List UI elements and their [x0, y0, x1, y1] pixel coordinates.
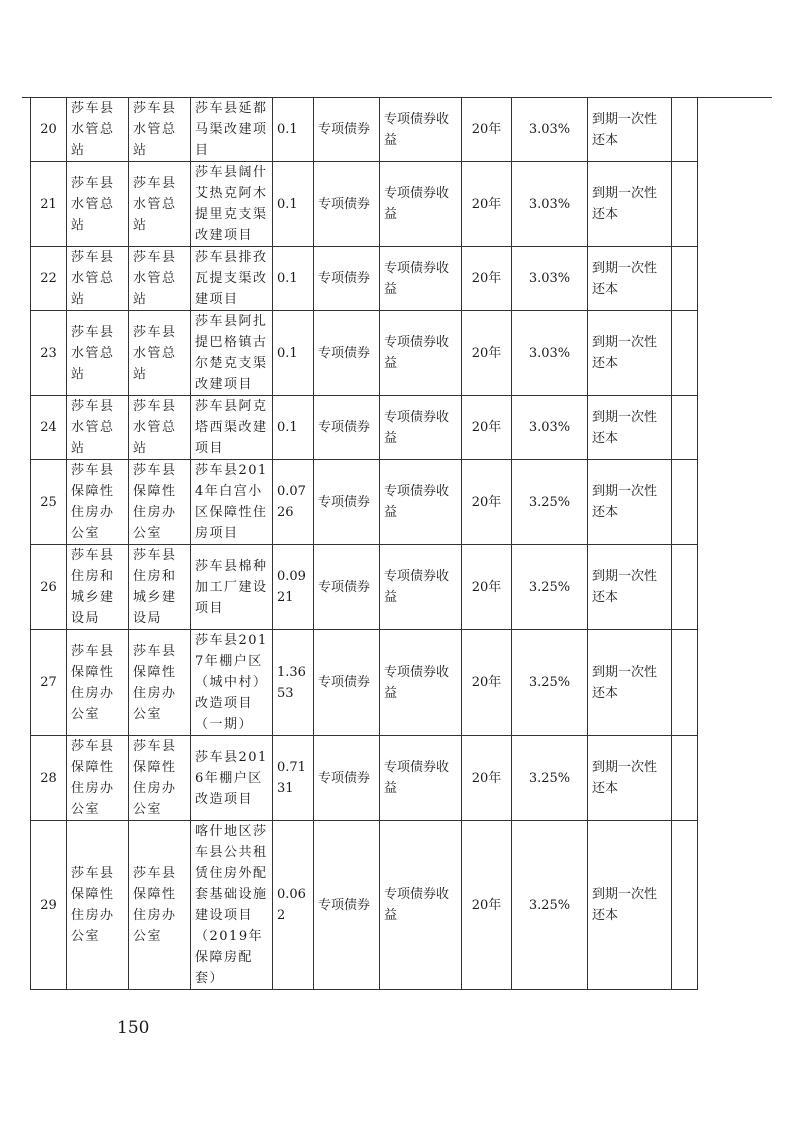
table-row	[31, 821, 698, 990]
bond-term: 20年	[462, 736, 512, 821]
blank-cell	[672, 460, 698, 545]
table-row	[31, 247, 698, 311]
bond-amount: 0.1	[273, 162, 314, 247]
bond-amount: 0.1	[273, 98, 314, 162]
implementing-unit: 莎车县住房和城乡建设局	[129, 545, 191, 630]
row-number: 21	[31, 162, 67, 247]
project-name: 莎车县阔什艾热克阿木提里克支渠改建项目	[191, 162, 273, 247]
blank-cell	[672, 396, 698, 460]
bond-type: 专项债券	[314, 247, 380, 311]
table-row	[31, 98, 698, 162]
blank-cell	[672, 162, 698, 247]
repayment-method: 到期一次性还本	[588, 396, 672, 460]
borrower-unit: 莎车县水管总站	[67, 247, 129, 311]
project-name: 莎车县棉种加工厂建设项目	[191, 545, 273, 630]
interest-rate: 3.25%	[512, 630, 588, 736]
interest-rate: 3.03%	[512, 396, 588, 460]
bond-term: 20年	[462, 98, 512, 162]
repayment-source: 专项债券收益	[380, 460, 462, 545]
repayment-source: 专项债券收益	[380, 162, 462, 247]
row-number: 27	[31, 630, 67, 736]
project-name: 喀什地区莎车县公共租赁住房外配套基础设施建设项目（2019年保障房配套）	[191, 821, 273, 990]
bond-term: 20年	[462, 247, 512, 311]
repayment-method: 到期一次性还本	[588, 736, 672, 821]
repayment-source: 专项债券收益	[380, 247, 462, 311]
bond-amount: 0.0726	[273, 460, 314, 545]
bond-amount: 0.1	[273, 247, 314, 311]
blank-cell	[672, 736, 698, 821]
row-number: 29	[31, 821, 67, 990]
table-row	[31, 396, 698, 460]
bond-table	[30, 97, 698, 990]
bond-type: 专项债券	[314, 311, 380, 396]
row-number: 20	[31, 98, 67, 162]
bond-type: 专项债券	[314, 736, 380, 821]
bond-term: 20年	[462, 821, 512, 990]
bond-type: 专项债券	[314, 630, 380, 736]
bond-term: 20年	[462, 460, 512, 545]
project-name: 莎车县2017年棚户区（城中村）改造项目（一期）	[191, 630, 273, 736]
bond-type: 专项债券	[314, 545, 380, 630]
interest-rate: 3.03%	[512, 162, 588, 247]
borrower-unit: 莎车县保障性住房办公室	[67, 630, 129, 736]
repayment-method: 到期一次性还本	[588, 545, 672, 630]
borrower-unit: 莎车县水管总站	[67, 396, 129, 460]
bond-amount: 0.7131	[273, 736, 314, 821]
page-number: 150	[117, 1018, 150, 1038]
project-name: 莎车县阿克塔西渠改建项目	[191, 396, 273, 460]
table-row	[31, 545, 698, 630]
borrower-unit: 莎车县水管总站	[67, 98, 129, 162]
implementing-unit: 莎车县水管总站	[129, 311, 191, 396]
blank-cell	[672, 545, 698, 630]
borrower-unit: 莎车县水管总站	[67, 311, 129, 396]
project-name: 莎车县延都马渠改建项目	[191, 98, 273, 162]
repayment-source: 专项债券收益	[380, 311, 462, 396]
repayment-source: 专项债券收益	[380, 821, 462, 990]
implementing-unit: 莎车县保障性住房办公室	[129, 821, 191, 990]
borrower-unit: 莎车县住房和城乡建设局	[67, 545, 129, 630]
repayment-source: 专项债券收益	[380, 545, 462, 630]
implementing-unit: 莎车县保障性住房办公室	[129, 460, 191, 545]
project-name: 莎车县排孜瓦提支渠改建项目	[191, 247, 273, 311]
interest-rate: 3.03%	[512, 311, 588, 396]
table-row	[31, 736, 698, 821]
bond-type: 专项债券	[314, 396, 380, 460]
repayment-method: 到期一次性还本	[588, 460, 672, 545]
bond-type: 专项债券	[314, 821, 380, 990]
table-body	[31, 98, 698, 990]
bond-term: 20年	[462, 630, 512, 736]
implementing-unit: 莎车县保障性住房办公室	[129, 630, 191, 736]
row-number: 23	[31, 311, 67, 396]
interest-rate: 3.25%	[512, 545, 588, 630]
bond-term: 20年	[462, 162, 512, 247]
blank-cell	[672, 98, 698, 162]
blank-cell	[672, 821, 698, 990]
bond-term: 20年	[462, 311, 512, 396]
bond-type: 专项债券	[314, 162, 380, 247]
table-row	[31, 630, 698, 736]
table-row	[31, 460, 698, 545]
borrower-unit: 莎车县保障性住房办公室	[67, 821, 129, 990]
bond-type: 专项债券	[314, 98, 380, 162]
row-number: 22	[31, 247, 67, 311]
repayment-method: 到期一次性还本	[588, 247, 672, 311]
repayment-source: 专项债券收益	[380, 98, 462, 162]
borrower-unit: 莎车县保障性住房办公室	[67, 460, 129, 545]
interest-rate: 3.25%	[512, 821, 588, 990]
interest-rate: 3.25%	[512, 736, 588, 821]
repayment-source: 专项债券收益	[380, 396, 462, 460]
implementing-unit: 莎车县水管总站	[129, 396, 191, 460]
project-name: 莎车县阿扎提巴格镇古尔楚克支渠改建项目	[191, 311, 273, 396]
bond-type: 专项债券	[314, 460, 380, 545]
interest-rate: 3.03%	[512, 247, 588, 311]
repayment-method: 到期一次性还本	[588, 98, 672, 162]
implementing-unit: 莎车县水管总站	[129, 247, 191, 311]
borrower-unit: 莎车县水管总站	[67, 162, 129, 247]
implementing-unit: 莎车县水管总站	[129, 98, 191, 162]
repayment-source: 专项债券收益	[380, 736, 462, 821]
bond-term: 20年	[462, 396, 512, 460]
table-row	[31, 311, 698, 396]
bond-amount: 0.1	[273, 396, 314, 460]
blank-cell	[672, 630, 698, 736]
borrower-unit: 莎车县保障性住房办公室	[67, 736, 129, 821]
blank-cell	[672, 311, 698, 396]
repayment-method: 到期一次性还本	[588, 162, 672, 247]
project-name: 莎车县2014年白宫小区保障性住房项目	[191, 460, 273, 545]
implementing-unit: 莎车县保障性住房办公室	[129, 736, 191, 821]
bond-amount: 0.062	[273, 821, 314, 990]
row-number: 26	[31, 545, 67, 630]
repayment-method: 到期一次性还本	[588, 630, 672, 736]
interest-rate: 3.03%	[512, 98, 588, 162]
row-number: 28	[31, 736, 67, 821]
row-number: 25	[31, 460, 67, 545]
bond-amount: 0.1	[273, 311, 314, 396]
repayment-method: 到期一次性还本	[588, 311, 672, 396]
bond-amount: 0.0921	[273, 545, 314, 630]
row-number: 24	[31, 396, 67, 460]
project-name: 莎车县2016年棚户区改造项目	[191, 736, 273, 821]
bond-amount: 1.3653	[273, 630, 314, 736]
interest-rate: 3.25%	[512, 460, 588, 545]
repayment-source: 专项债券收益	[380, 630, 462, 736]
repayment-method: 到期一次性还本	[588, 821, 672, 990]
bond-term: 20年	[462, 545, 512, 630]
table-row	[31, 162, 698, 247]
blank-cell	[672, 247, 698, 311]
implementing-unit: 莎车县水管总站	[129, 162, 191, 247]
